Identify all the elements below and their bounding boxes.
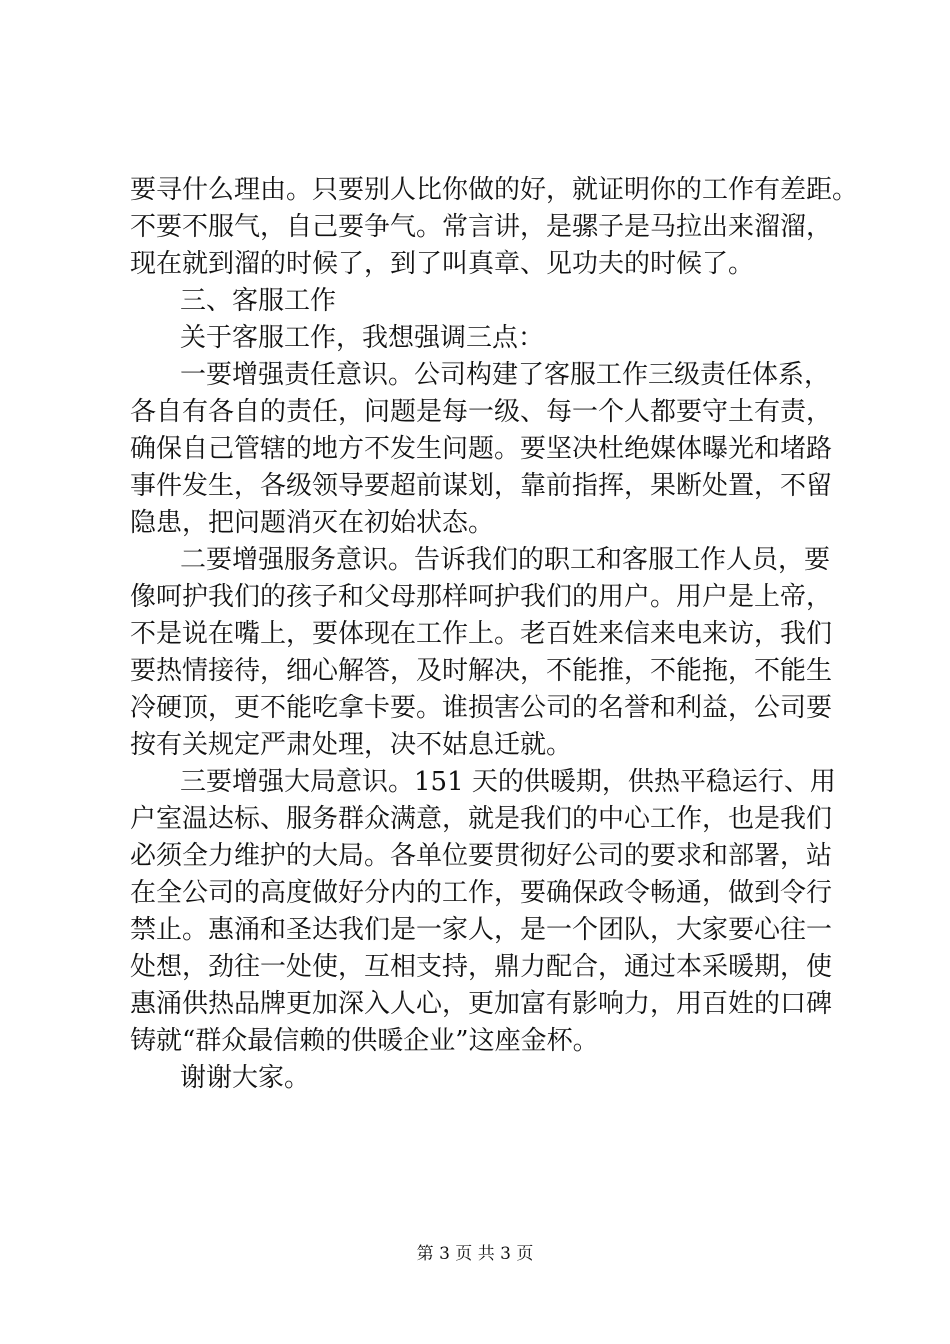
text-line: 三要增强大局意识。151 天的供暖期，供热平稳运行、用 bbox=[180, 767, 836, 797]
text-line: 在全公司的高度做好分内的工作，要确保政令畅通，做到令行 bbox=[130, 878, 833, 908]
text-line: 现在就到溜的时候了，到了叫真章、见功夫的时候了。 bbox=[130, 249, 755, 279]
document-body bbox=[130, 172, 859, 1097]
text-line: 各自有各自的责任，问题是每一级、每一个人都要守土有责， bbox=[130, 397, 833, 427]
text-line: 不是说在嘴上，要体现在工作上。老百姓来信来电来访，我们 bbox=[130, 619, 833, 649]
text-line: 一要增强责任意识。公司构建了客服工作三级责任体系， bbox=[180, 360, 831, 390]
text-line: 确保自己管辖的地方不发生问题。要坚决杜绝媒体曝光和堵路 bbox=[130, 434, 833, 464]
text-line: 按有关规定严肃处理，决不姑息迁就。 bbox=[130, 730, 573, 760]
text-line: 要热情接待，细心解答，及时解决，不能推，不能拖，不能生 bbox=[130, 656, 833, 686]
text-line: 像呵护我们的孩子和父母那样呵护我们的用户。用户是上帝， bbox=[130, 582, 833, 612]
text-line: 不要不服气，自己要争气。常言讲，是骡子是马拉出来溜溜， bbox=[130, 212, 833, 242]
text-line: 铸就“群众最信赖的供暖企业”这座金杯。 bbox=[130, 1026, 599, 1056]
page-number: 第 3 页 共 3 页 bbox=[416, 1244, 534, 1264]
closing-line: 谢谢大家。 bbox=[180, 1063, 311, 1093]
page-footer bbox=[0, 1243, 950, 1265]
text-line: 冷硬顶，更不能吃拿卡要。谁损害公司的名誉和利益，公司要 bbox=[130, 693, 833, 723]
text-line: 二要增强服务意识。告诉我们的职工和客服工作人员，要 bbox=[180, 545, 831, 575]
text-line: 必须全力维护的大局。各单位要贯彻好公司的要求和部署，站 bbox=[130, 841, 833, 871]
text-line: 隐患，把问题消灭在初始状态。 bbox=[130, 508, 495, 538]
text-line: 关于客服工作，我想强调三点： bbox=[180, 323, 545, 353]
text-line: 要寻什么理由。只要别人比你做的好，就证明你的工作有差距。 bbox=[130, 175, 859, 205]
text-line: 处想，劲往一处使，互相支持，鼎力配合，通过本采暖期，使 bbox=[130, 952, 833, 982]
text-line: 禁止。惠涌和圣达我们是一家人，是一个团队，大家要心往一 bbox=[130, 915, 833, 945]
text-line: 户室温达标、服务群众满意，就是我们的中心工作，也是我们 bbox=[130, 804, 833, 834]
text-line: 惠涌供热品牌更加深入人心，更加富有影响力，用百姓的口碑 bbox=[130, 989, 833, 1019]
text-line: 事件发生，各级领导要超前谋划，靠前指挥，果断处置，不留 bbox=[130, 471, 833, 501]
section-heading: 三、客服工作 bbox=[180, 286, 337, 316]
